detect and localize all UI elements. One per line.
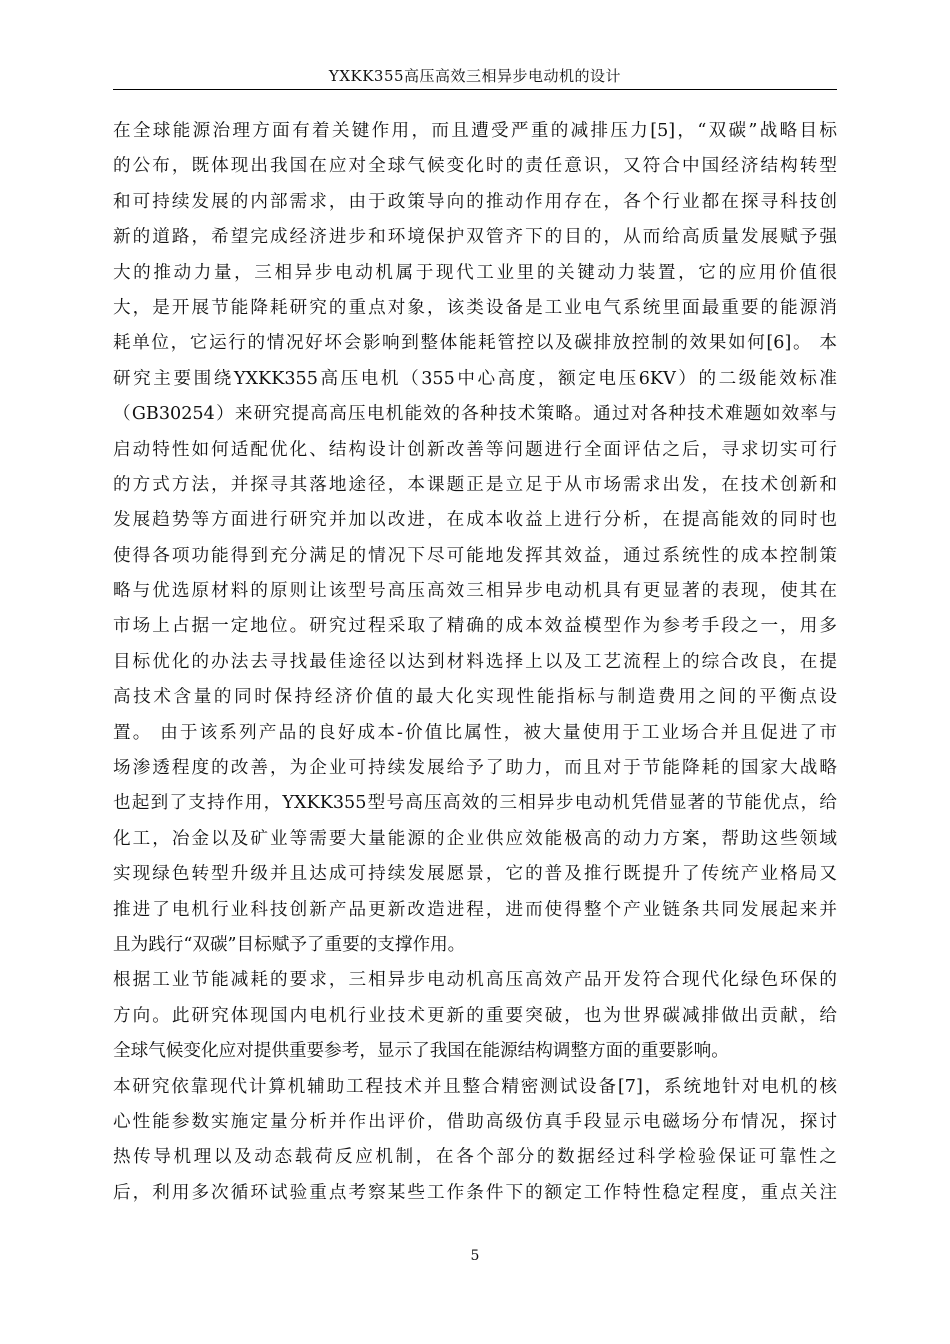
text-line: 化工，冶金以及矿业等需要大量能源的企业供应效能极高的动力方案，帮助这些领域 [113,828,837,849]
text-line: 场渗透程度的改善，为企业可持续发展给予了助力，而且对于节能降耗的国家大战略 [113,758,837,779]
text-line: 新的道路，希望完成经济进步和环境保护双管齐下的目的，从而给高质量发展赋予强 [113,227,837,248]
text-line: 置。 由于该系列产品的良好成本-价值比属性，被大量使用于工业场合并且促进了市 [113,722,837,743]
page-number: 5 [470,1248,480,1264]
text-line: 热传导机理以及动态载荷反应机制，在各个部分的数据经过科学检验保证可靠性之 [113,1147,837,1168]
text-line: 实现绿色转型升级并且达成可持续发展愿景，它的普及推行既提升了传统产业格局又 [113,864,837,885]
text-line: 方向。此研究体现国内电机行业技术更新的重要突破，也为世界碳减排做出贡献，给 [113,1005,837,1026]
text-line: 耗单位，它运行的情况好坏会影响到整体能耗管控以及碳排放控制的效果如何[6]。 本 [113,333,837,354]
text-line: 本研究依靠现代计算机辅助工程技术并且整合精密测试设备[7]，系统地针对电机的核 [113,1076,837,1097]
text-line: （GB30254）来研究提高高压电机能效的各种技术策略。通过对各种技术难题如效率与 [113,404,837,425]
text-line: 也起到了支持作用，YXKK355型号高压高效的三相异步电动机凭借显著的节能优点，给 [113,793,837,814]
text-line: 的方式方法，并探寻其落地途径，本课题正是立足于从市场需求出发，在技术创新和 [113,474,837,495]
text-line: 全球气候变化应对提供重要参考，显示了我国在能源结构调整方面的重要影响。 [113,1041,729,1062]
text-line: 的公布，既体现出我国在应对全球气候变化时的责任意识，又符合中国经济结构转型 [113,156,837,177]
text-line: 使得各项功能得到充分满足的情况下尽可能地发挥其效益，通过系统性的成本控制策 [113,545,837,566]
text-line: 根据工业节能减耗的要求，三相异步电动机高压高效产品开发符合现代化绿色环保的 [113,970,837,991]
text-line: 研究主要围绕YXKK355高压电机（355中心高度，额定电压6KV）的二级能效标准 [113,368,837,389]
text-line: 目标优化的办法去寻找最佳途径以达到材料选择上以及工艺流程上的综合改良，在提 [113,651,837,672]
text-line: 市场上占据一定地位。研究过程采取了精确的成本效益模型作为参考手段之一，用多 [113,616,837,637]
text-line: 心性能参数实施定量分析并作出评价，借助高级仿真手段显示电磁场分布情况，探讨 [113,1111,837,1132]
text-line: 大，是开展节能降耗研究的重点对象，该类设备是工业电气系统里面最重要的能源消 [113,297,837,318]
text-line: 后，利用多次循环试验重点考察某些工作条件下的额定工作特性稳定程度，重点关注 [113,1182,837,1203]
header-title: YXKK355高压高效三相异步电动机的设计 [328,67,622,85]
text-line: 推进了电机行业科技创新产品更新改造进程，进而使得整个产业链条共同发展起来并 [113,899,837,920]
header-divider [113,89,837,90]
text-line: 和可持续发展的内部需求，由于政策导向的推动作用存在，各个行业都在探寻科技创 [113,191,837,212]
text-line: 在全球能源治理方面有着关键作用，而且遭受严重的减排压力[5]，“双碳”战略目标 [113,121,837,141]
text-line: 略与优选原材料的原则让该型号高压高效三相异步电动机具有更显著的表现，使其在 [113,581,837,602]
page-header [113,66,837,86]
text-line: 启动特性如何适配优化、结构设计创新改善等问题进行全面评估之后，寻求切实可行 [113,439,837,460]
text-line: 发展趋势等方面进行研究并加以改进，在成本收益上进行分析，在提高能效的同时也 [113,510,837,531]
body-text [113,114,837,1211]
text-line: 大的推动力量，三相异步电动机属于现代工业里的关键动力装置，它的应用价值很 [113,262,837,283]
text-line: 且为践行“双碳”目标赋予了重要的支撑作用。 [113,934,466,955]
text-line: 高技术含量的同时保持经济价值的最大化实现性能指标与制造费用之间的平衡点设 [113,687,837,708]
